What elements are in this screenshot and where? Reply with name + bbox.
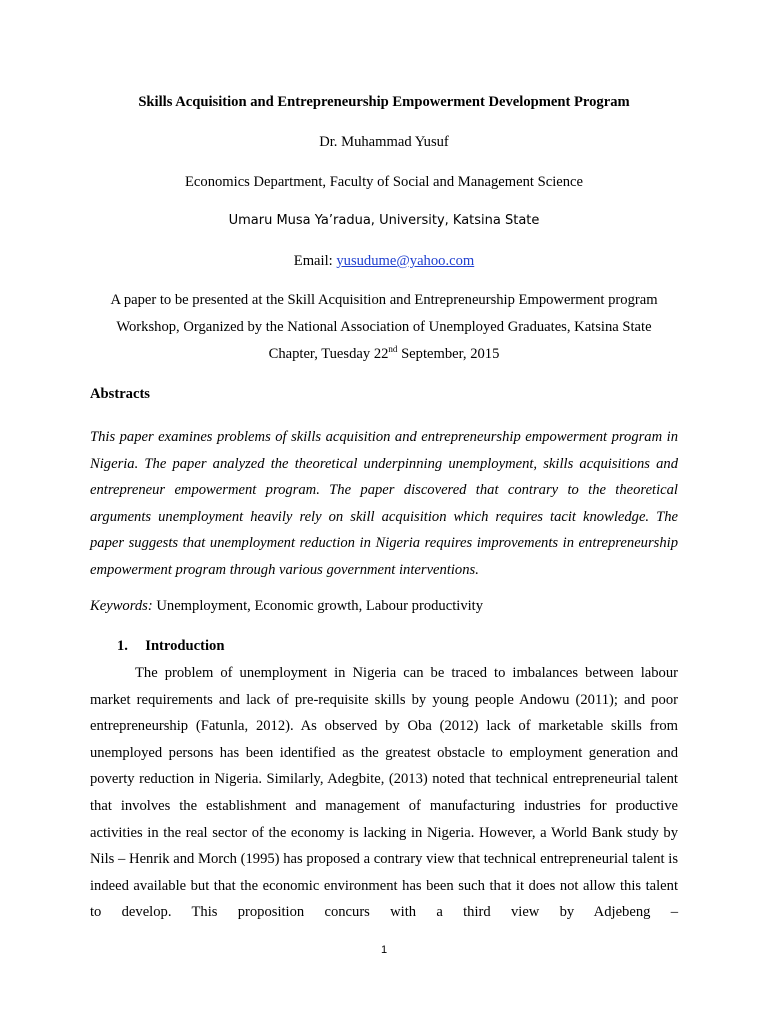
section-number: 1. — [117, 638, 128, 654]
keywords-text: Unemployment, Economic growth, Labour productivity — [152, 598, 484, 614]
presentation-date-before: Chapter, Tuesday 22 — [268, 346, 389, 362]
presentation-date-after: September, 2015 — [397, 346, 500, 362]
presentation-date-sup: nd — [388, 344, 398, 355]
email-link[interactable]: yusudume@yahoo.com — [336, 253, 475, 269]
section-heading-introduction — [117, 637, 224, 655]
abstract-text: This paper examines problems of skills acquisition and entrepreneurship empowerment program in Nigeria. The paper analyzed the theoretical underpinning unemployment, skills acquisitions and entrepreneur empowerment program. The paper discovered that contrary to the theoretical arguments unemployment heavily rely on skill acquisition which requires tacit knowledge. The paper suggests that unemployment reduction in Nigeria requires improvements in entrepreneurship empowerment program through various government interventions. — [90, 429, 678, 578]
email-label: Email: — [293, 253, 337, 269]
keywords-label: Keywords: — [90, 598, 153, 614]
author-university: Umaru Musa Ya’radua, University, Katsina State — [228, 213, 540, 228]
abstract-heading: Abstracts — [90, 386, 150, 402]
author-email — [0, 252, 768, 270]
introduction-body — [90, 660, 678, 926]
abstract-body — [90, 424, 678, 584]
presentation-note-line-3 — [0, 345, 768, 363]
author-department: Economics Department, Faculty of Social and Management Science — [185, 174, 583, 190]
section-title: Introduction — [145, 638, 225, 654]
keywords-line — [90, 597, 483, 615]
introduction-text: The problem of unemployment in Nigeria can be traced to imbalances between labour market requirements and lack of pre-requisite skills by young people Andowu (2011); and poor entrepreneurship (Fatunla, 2012). As observed by Oba (2012) lack of marketable skills from unemployed persons has been identified as the greatest obstacle to employment generation and poverty reduction in Nigeria. Similarly, Adegbite, (2013) noted that technical entrepreneurial talent that involves the establishment and management of manufacturing industries for productive activities in the real sector of the economy is lacking in Nigeria. However, a World Bank study by Nils – Henrik and Morch (1995) has proposed a contrary view that technical entrepreneurial talent is indeed available but that the economic environment has been such that it does not allow this talent to develop. This proposition concurs with a third view by Adjebeng – — [90, 665, 678, 921]
paper-title: Skills Acquisition and Entrepreneurship Empowerment Development Program — [138, 94, 630, 110]
page-number: 1 — [380, 944, 388, 956]
presentation-note-line-1: A paper to be presented at the Skill Acquisition and Entrepreneurship Empowerment program — [110, 292, 658, 308]
author-name: Dr. Muhammad Yusuf — [319, 134, 449, 150]
presentation-note-line-2: Workshop, Organized by the National Association of Unemployed Graduates, Katsina State — [116, 319, 652, 335]
